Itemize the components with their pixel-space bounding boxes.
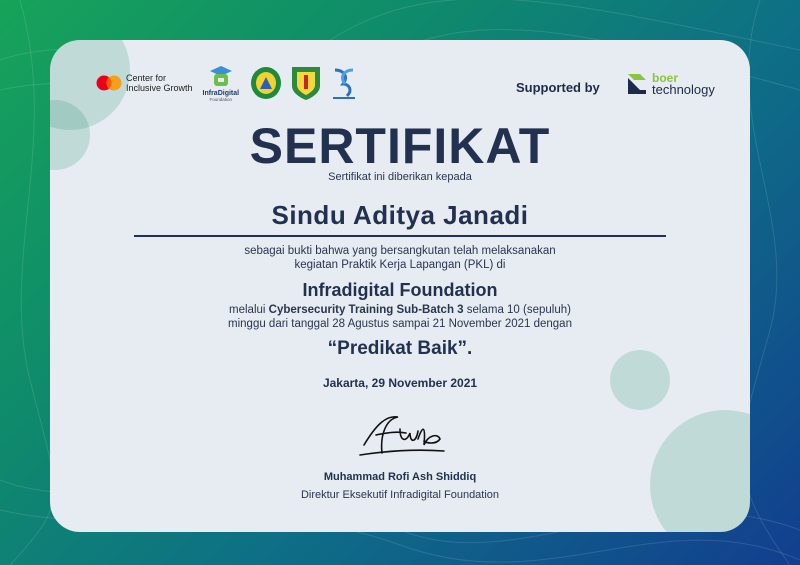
certificate-title: SERTIFIKAT	[249, 118, 551, 174]
ministry-logo-icon	[329, 66, 359, 100]
given-to-text: Sertifikat ini diberikan kepada	[328, 171, 472, 183]
body-line-2: kegiatan Praktik Kerja Lapangan (PKL) di	[294, 259, 506, 271]
body-line-1: sebagai bukti bahwa yang bersangkutan telah melaksanakan	[244, 245, 556, 257]
boer-icon	[626, 72, 648, 96]
place-date: Jakarta, 29 November 2021	[322, 376, 478, 390]
signer-role: Direktur Eksekutif Infradigital Foundation	[300, 489, 500, 501]
partner-logos	[96, 58, 365, 108]
infradigital-sub: Foundation	[209, 96, 233, 102]
predicate: “Predikat Baik”.	[327, 338, 473, 359]
certificate-card	[50, 40, 750, 532]
infradigital-logo	[203, 65, 240, 102]
east-java-emblem-icon	[289, 64, 323, 102]
mastercard-icon	[96, 75, 122, 91]
boer-technology-logo	[626, 72, 715, 96]
program-name: Cybersecurity Training Sub-Batch 3	[268, 304, 464, 316]
technology-text: technology	[652, 82, 715, 97]
organization-name: Infradigital Foundation	[302, 280, 498, 300]
west-java-emblem-icon	[249, 65, 283, 101]
body-line-4: minggu dari tanggal 28 Agustus sampai 21 November 2021 dengan	[228, 318, 572, 330]
recipient-name: Sindu Aditya Janadi	[271, 200, 529, 230]
body-line-3-suffix: selama 10 (sepuluh)	[463, 304, 571, 316]
infradigital-name: InfraDigital	[202, 89, 240, 97]
mastercard-text-2: Inclusive Growth	[126, 83, 193, 93]
body-line-3-prefix: melalui	[229, 304, 266, 316]
name-underline	[134, 235, 666, 237]
body-line-3	[50, 304, 750, 316]
boer-text: boer	[652, 71, 679, 85]
graduation-cap-icon	[206, 65, 236, 89]
signer-name: Muhammad Rofi Ash Shiddiq	[323, 471, 477, 483]
mastercard-text-1: Center for	[126, 73, 167, 83]
supported-by-label: Supported by	[516, 80, 600, 95]
mastercard-logo	[96, 73, 193, 93]
signature-icon	[356, 405, 446, 465]
